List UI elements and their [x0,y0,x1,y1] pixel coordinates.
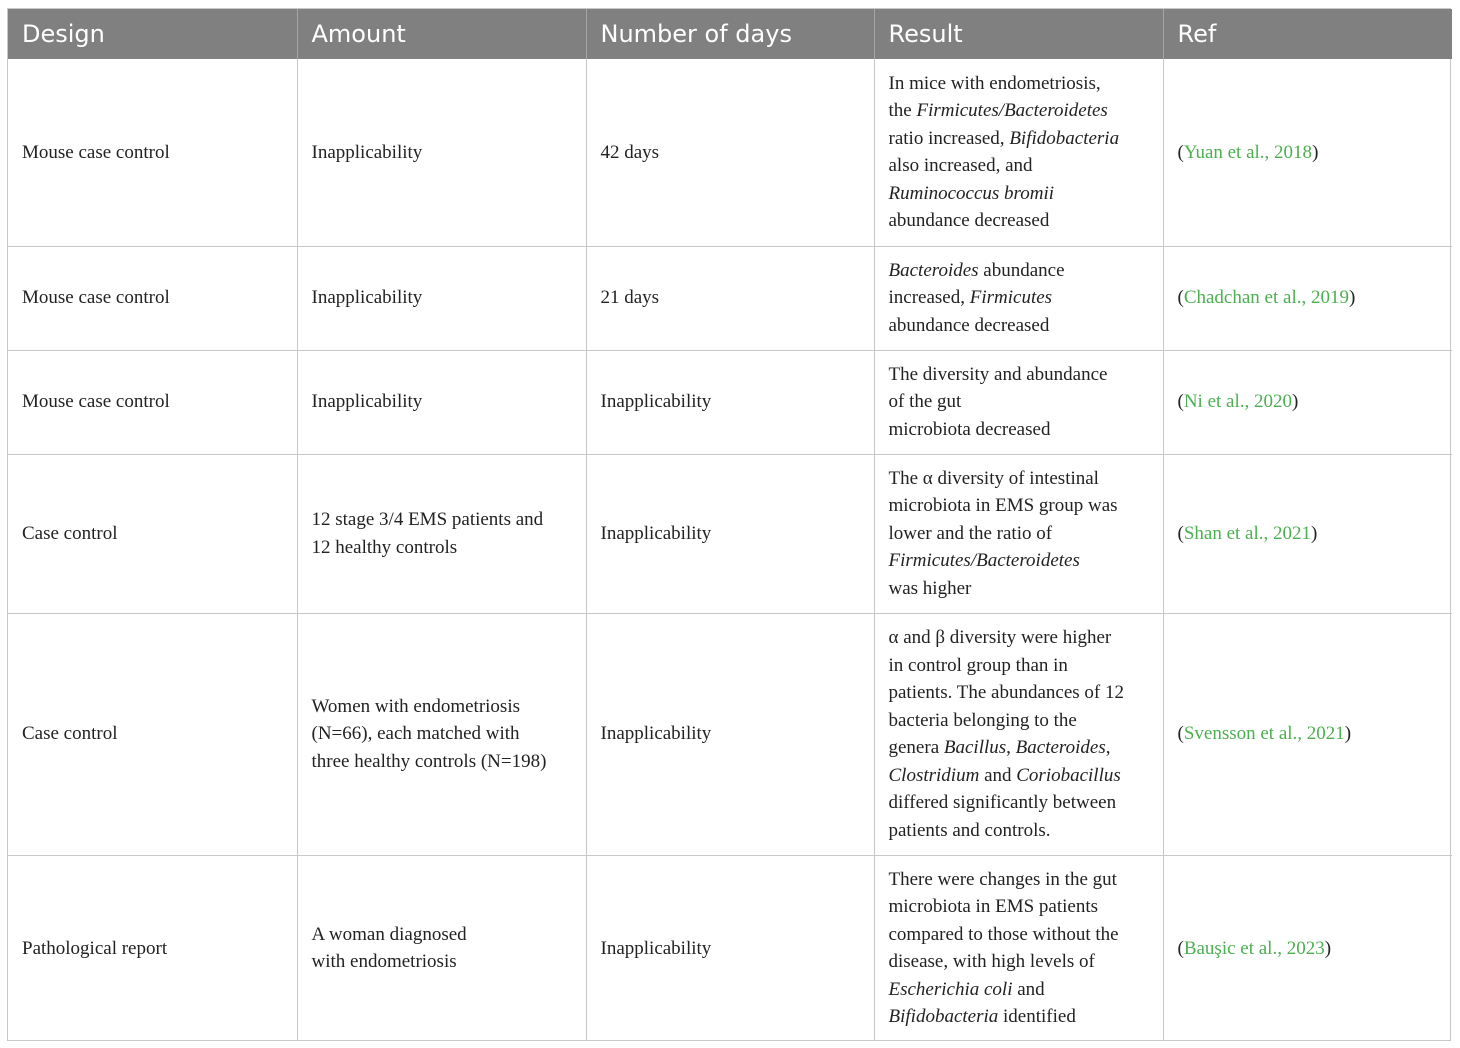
result-text: of the gut [888,391,962,413]
result-line [889,817,1149,845]
result-line [889,492,1149,520]
amount-line: A woman diagnosed [311,923,467,945]
result-text: abundance decreased [888,314,1050,336]
result-line [889,948,1149,976]
cell-amount [297,855,586,1041]
result-line [889,976,1149,1004]
results-table [8,9,1452,1041]
result-text: the [888,100,917,122]
result-text: In mice with endometriosis, [888,72,1101,94]
result-text: microbiota in EMS patients [888,896,1099,918]
taxon-name: Clostridium [888,764,980,786]
header-number-of-days: Number of days [586,9,874,59]
result-text: The α diversity of intestinal [888,467,1099,489]
result-text: genera [888,737,944,758]
result-line [889,152,1149,180]
result-text: , [1006,737,1016,758]
ref-link[interactable]: Chadchan et al., 2019 [1183,287,1349,309]
cell-design: Mouse case control [8,246,297,350]
cell-result [874,613,1163,855]
result-line [889,893,1149,921]
cell-result [874,855,1163,1041]
result-text: The diversity and abundance [888,363,1108,385]
result-line [889,180,1149,208]
result-text: abundance [978,259,1065,281]
result-text: bacteria belonging to the [888,709,1077,731]
result-text: abundance decreased [888,210,1050,232]
header-row [8,9,1452,59]
amount-line: (N=66), each matched with [311,723,520,745]
header-result: Result [874,9,1163,59]
result-line [889,707,1149,735]
table-row [8,855,1452,1041]
table-row [8,59,1452,246]
cell-result [874,350,1163,454]
result-text: α and β diversity were higher [888,627,1112,648]
result-line [889,465,1149,493]
taxon-name: Escherichia coli [888,978,1013,1000]
table-row [8,350,1452,454]
ref-link[interactable]: Svensson et al., 2021 [1183,723,1345,745]
cell-days: 21 days [586,246,874,350]
taxon-name: Ruminococcus bromii [888,182,1055,204]
result-line [889,575,1149,603]
result-text: , [1105,737,1111,758]
cell-ref: (Shan et al., 2021) [1163,454,1452,613]
result-text: compared to those without the [888,923,1119,945]
amount-line: Women with endometriosis [311,695,520,717]
result-text: and [1012,978,1045,1000]
result-line [889,207,1149,235]
taxon-name: Bifidobacteria [888,1006,999,1028]
result-line [889,361,1149,389]
result-line [889,312,1149,340]
result-line [889,97,1149,125]
result-line [889,734,1149,762]
header-ref: Ref [1163,9,1452,59]
result-line [889,1003,1149,1031]
result-text: lower and the ratio of [888,522,1053,544]
cell-design: Mouse case control [22,141,170,163]
taxon-name: Bifidobacteria [1009,127,1120,149]
result-text: and [979,764,1017,786]
result-line [889,388,1149,416]
taxon-name: Firmicutes/Bacteroidetes [916,100,1108,122]
result-line [889,789,1149,817]
cell-ref: (Yuan et al., 2018) [1163,59,1452,246]
result-text: microbiota decreased [888,418,1051,440]
result-line [889,520,1149,548]
result-text: ratio increased, [888,127,1010,149]
cell-result [874,454,1163,613]
taxon-name: Bacteroides [888,259,979,281]
ref-link[interactable]: Shan et al., 2021 [1183,522,1312,544]
cell-amount: Inapplicability [297,350,586,454]
result-line [889,257,1149,285]
result-line [889,416,1149,444]
amount-line: with endometriosis [311,951,457,973]
taxon-name: Firmicutes/Bacteroidetes [888,550,1080,572]
result-line [889,125,1149,153]
result-line [889,547,1149,575]
table-row [8,613,1452,855]
table-row [8,246,1452,350]
cell-design: Pathological report [8,855,297,1041]
cell-ref: (Bauşic et al., 2023) [1163,855,1452,1041]
header-design: Design [8,9,297,59]
ref-link[interactable]: Bauşic et al., 2023 [1183,937,1325,959]
header-amount: Amount [297,9,586,59]
cell-design: Case control [8,613,297,855]
amount-line: three healthy controls (N=198) [311,750,547,772]
cell-days: 42 days [586,59,874,246]
result-text: disease, with high levels of [888,951,1095,973]
result-text: There were changes in the gut [888,868,1117,890]
result-text: increased, [888,287,970,309]
result-line [889,762,1149,790]
cell-design: Case control [8,454,297,613]
cell-days: Inapplicability [586,454,874,613]
taxon-name: Bacteroides [1015,737,1106,758]
result-line [889,652,1149,680]
result-text: in control group than in [888,654,1068,676]
cell-result [874,59,1163,246]
result-line [889,284,1149,312]
result-line [889,624,1149,652]
result-text: microbiota in EMS group was [888,495,1118,517]
results-table-container [7,8,1451,1041]
cell-ref: (Chadchan et al., 2019) [1163,246,1452,350]
result-text: differed significantly between [888,792,1117,813]
cell-amount: Inapplicability [297,246,586,350]
cell-design: Mouse case control [8,350,297,454]
taxon-name: Bacillus [943,737,1007,758]
cell-amount: Inapplicability [297,59,586,246]
cell-days: Inapplicability [586,855,874,1041]
cell-amount [297,613,586,855]
table-row [8,454,1452,613]
ref-link[interactable]: Ni et al., 2020 [1183,391,1293,413]
result-line [889,679,1149,707]
cell-ref: (Svensson et al., 2021) [1163,613,1452,855]
cell-ref: (Ni et al., 2020) [1163,350,1452,454]
result-text: patients. The abundances of 12 [888,682,1124,703]
taxon-name: Coriobacillus [1016,764,1121,786]
result-text: also increased, and [888,155,1033,177]
cell-result [874,246,1163,350]
taxon-name: Firmicutes [969,287,1053,309]
cell-days: Inapplicability [586,350,874,454]
cell-days: Inapplicability [586,613,874,855]
result-text: patients and controls. [888,819,1051,841]
result-line [889,70,1149,98]
amount-line: 12 healthy controls [311,536,458,558]
result-text: was higher [888,577,972,599]
result-text: identified [998,1006,1076,1028]
cell-amount [297,454,586,613]
amount-line: 12 stage 3/4 EMS patients and [311,509,544,530]
result-line [889,866,1149,894]
result-line [889,921,1149,949]
ref-link[interactable]: Yuan et al., 2018 [1183,141,1313,163]
